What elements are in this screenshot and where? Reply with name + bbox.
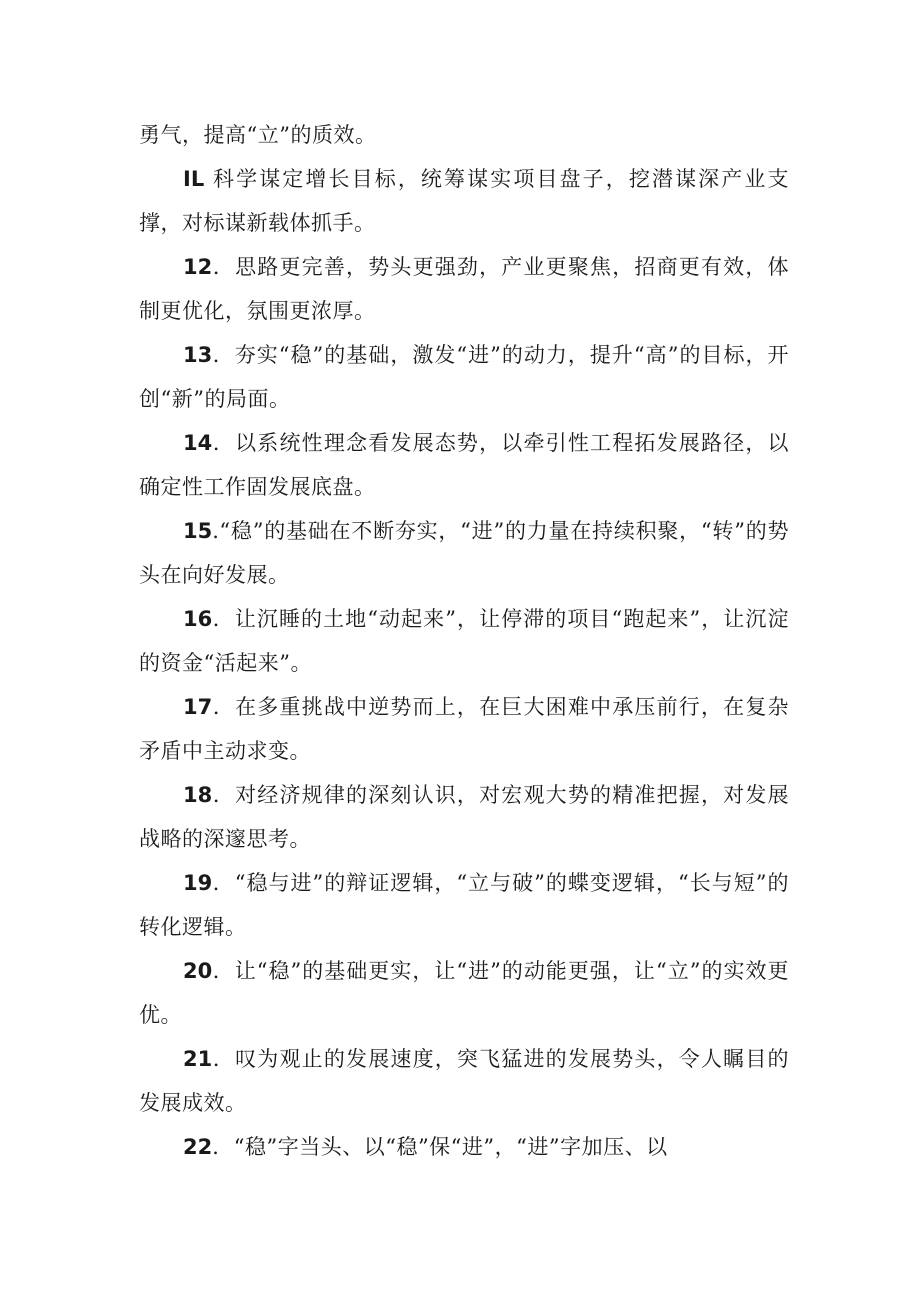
paragraph-number: 20 (183, 959, 213, 983)
paragraph-item-16 (139, 597, 789, 685)
paragraph-item-15 (139, 509, 789, 597)
paragraph-text: 科学谋定增长目标，统筹谋实项目盘子，挖潜谋深产业支撑，对标谋新载体抓手。 (139, 167, 789, 235)
paragraph-number: 16 (183, 607, 213, 631)
paragraph-number: 14 (183, 431, 213, 455)
paragraph-text: ．以系统性理念看发展态势，以牵引性工程拓发展路径，以确定性工作固发展底盘。 (139, 431, 789, 499)
paragraph-number: 21 (183, 1047, 213, 1071)
paragraph-text: ．“稳与进”的辩证逻辑，“立与破”的蝶变逻辑，“长与短”的转化逻辑。 (139, 871, 789, 939)
paragraph-text: ．让沉睡的土地“动起来”，让停滞的项目“跑起来”，让沉淀的资金“活起来”。 (139, 607, 789, 675)
paragraph-text: ．思路更完善，势头更强劲，产业更聚焦，招商更有效，体制更优化，氛围更浓厚。 (139, 255, 789, 323)
paragraph-text: ．在多重挑战中逆势而上，在巨大困难中承压前行，在复杂矛盾中主动求变。 (139, 695, 789, 763)
paragraph-number: 13 (183, 343, 213, 367)
paragraph-text: ．对经济规律的深刻认识，对宏观大势的精准把握，对发展战略的深邃思考。 (139, 783, 789, 851)
paragraph-number: 18 (183, 783, 213, 807)
paragraph-item-19 (139, 861, 789, 949)
paragraph-text: ．“稳”字当头、以“稳”保“进”，“进”字加压、以 (212, 1135, 668, 1159)
paragraph-item-14 (139, 421, 789, 509)
paragraph-item-22 (139, 1125, 789, 1169)
paragraph-item-21 (139, 1037, 789, 1125)
paragraph-item-17 (139, 685, 789, 773)
paragraph-text: ．叹为观止的发展速度，突飞猛进的发展势头，令人瞩目的发展成效。 (139, 1047, 789, 1115)
paragraph-item-20 (139, 949, 789, 1037)
paragraph-item-13 (139, 333, 789, 421)
document-body (139, 113, 789, 1169)
paragraph-item-12 (139, 245, 789, 333)
paragraph-item-18 (139, 773, 789, 861)
paragraph-number: 19 (183, 871, 213, 895)
paragraph-number: 22 (183, 1135, 213, 1159)
paragraph-item-11 (139, 157, 789, 245)
paragraph-text: 勇气，提高“立”的质效。 (139, 123, 377, 147)
paragraph-number: IL (183, 167, 205, 191)
paragraph-continuation (139, 113, 789, 157)
paragraph-text: .“稳”的基础在不断夯实，“进”的力量在持续积聚，“转”的势头在向好发展。 (139, 519, 789, 587)
paragraph-text: ．夯实“稳”的基础，激发“进”的动力，提升“高”的目标，开创“新”的局面。 (139, 343, 789, 411)
paragraph-number: 15 (183, 519, 213, 543)
paragraph-text: ．让“稳”的基础更实，让“进”的动能更强，让“立”的实效更优。 (139, 959, 789, 1027)
paragraph-number: 17 (183, 695, 213, 719)
paragraph-number: 12 (183, 255, 213, 279)
